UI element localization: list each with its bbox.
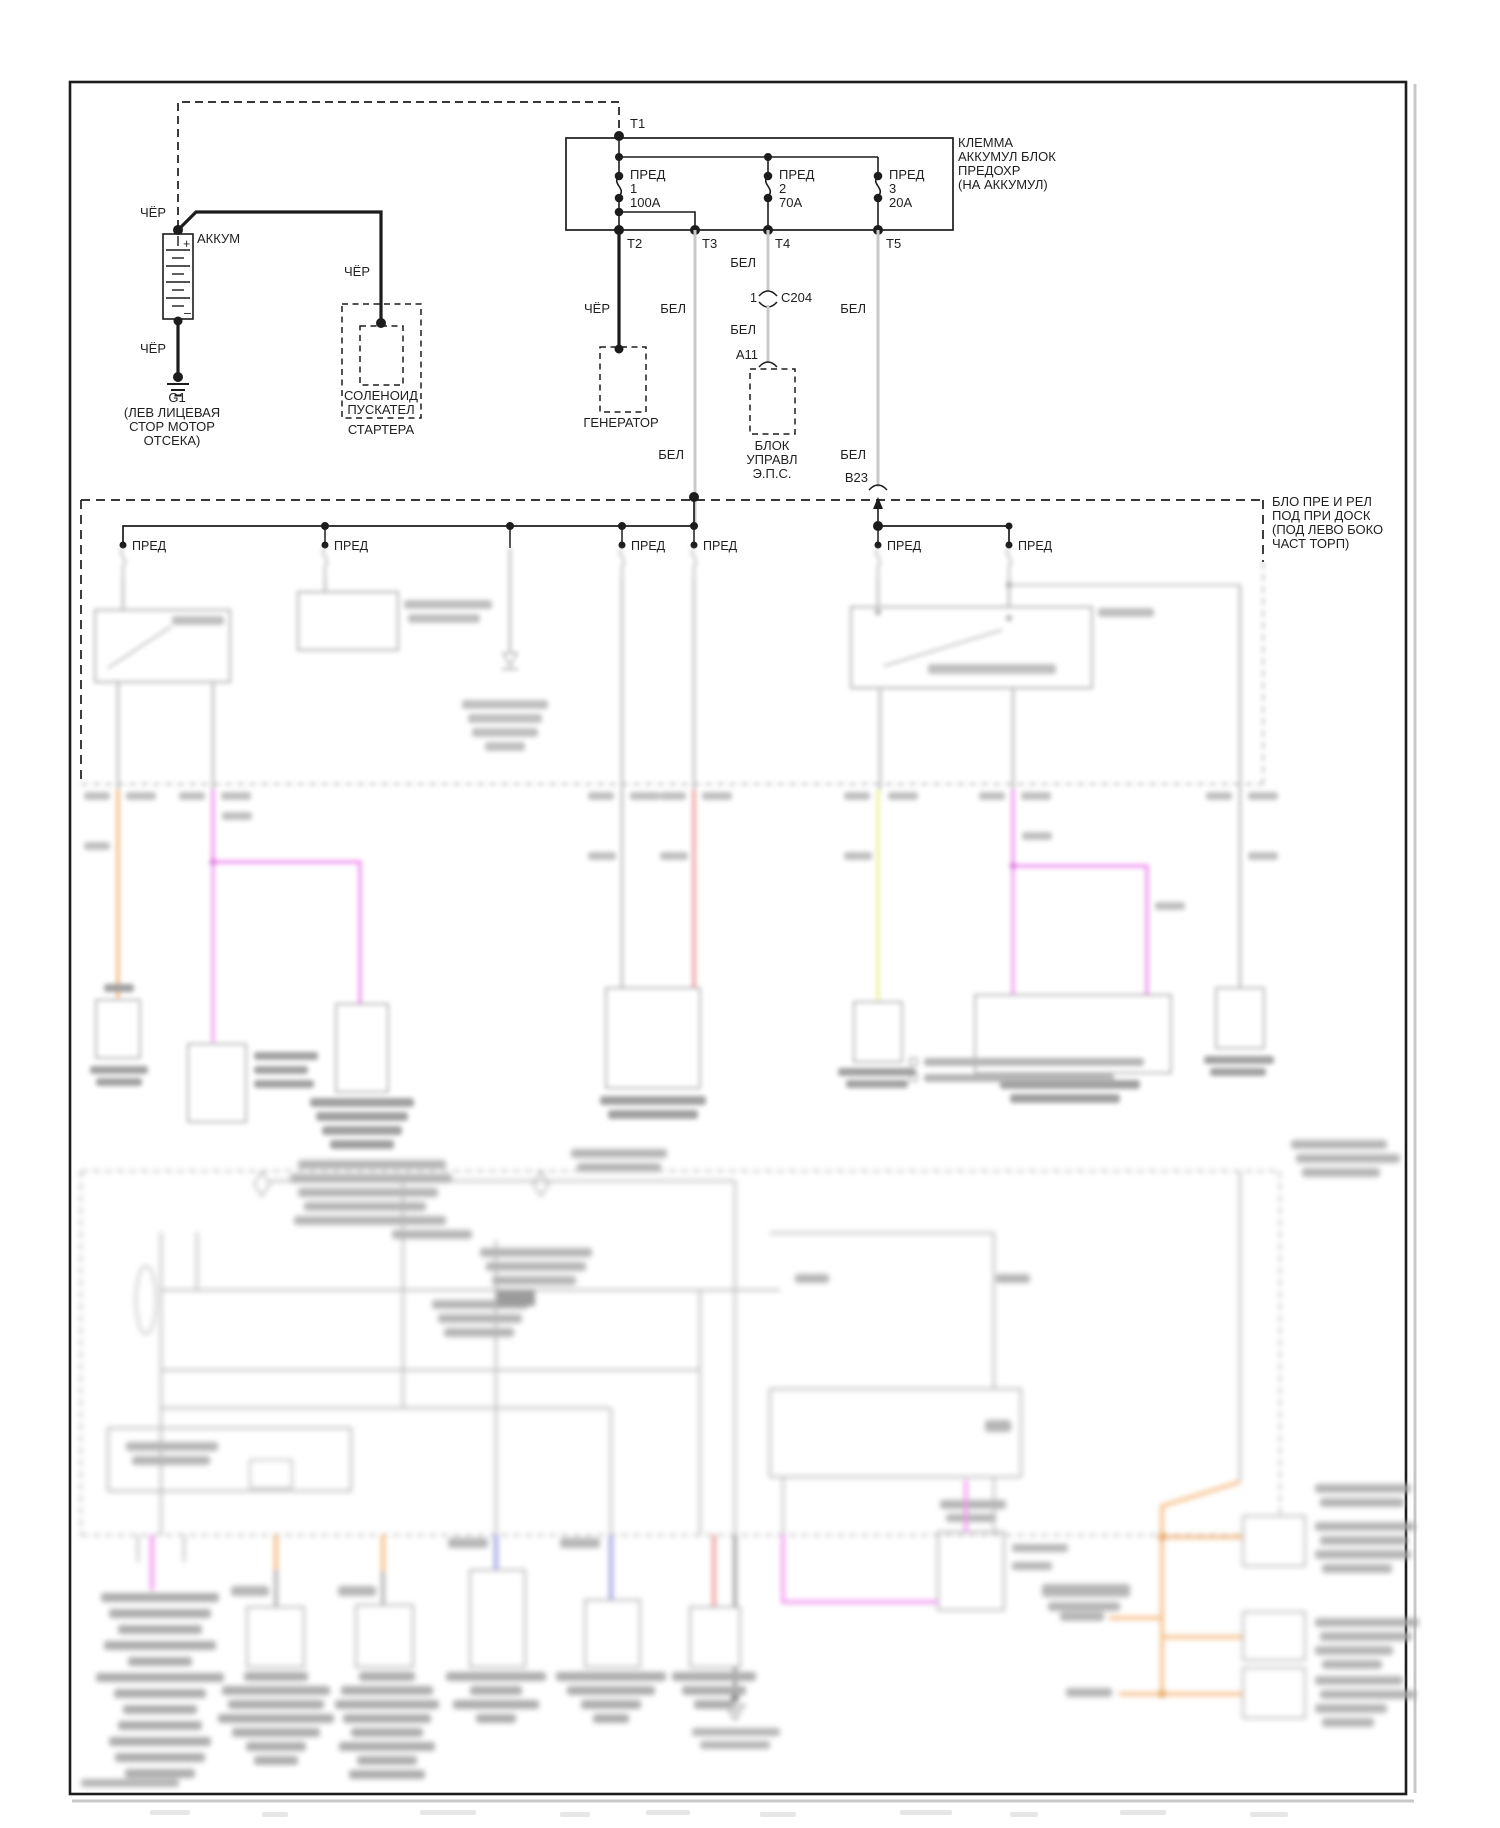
sharp-text-layer xyxy=(124,116,1383,553)
fuse-3-symbol xyxy=(875,157,882,230)
underdash-box-title: ЧАСТ ТОРП) xyxy=(1272,536,1350,551)
fuse-number: 3 xyxy=(889,181,897,196)
fuse-rating: 70A xyxy=(779,195,803,210)
wire-color-label: БЕЛ xyxy=(840,447,866,462)
fuse-number: 2 xyxy=(779,181,787,196)
fuse-label: ПРЕД xyxy=(1018,539,1053,553)
wire-color-label: БЕЛ xyxy=(658,447,684,462)
fuse-label: ПРЕД xyxy=(334,539,369,553)
wire-color-label: ЧЁР xyxy=(583,301,610,316)
terminal-label: T1 xyxy=(630,116,646,131)
fuse-rating: 20A xyxy=(889,195,913,210)
terminal-label: T3 xyxy=(702,236,718,251)
ecu-label: УПРАВЛ xyxy=(746,452,798,467)
fuse-label: ПРЕД xyxy=(631,539,666,553)
wire-magenta xyxy=(1013,790,1147,995)
fuse-label: ПРЕД xyxy=(887,539,922,553)
connector-a11-symbol xyxy=(759,362,777,367)
solenoid-label: СОЛЕНОИД xyxy=(344,388,418,403)
ecu-label: БЛОК xyxy=(754,438,790,453)
fuse-label: ПРЕД xyxy=(889,167,925,182)
underdash-box-title: (ПОД ЛЕВО БОКО xyxy=(1272,522,1384,537)
power-steering-ecu-box xyxy=(750,369,795,434)
fuse-rating: 100A xyxy=(630,195,661,210)
wire-color-label: ЧЁР xyxy=(139,341,166,356)
solenoid-label: СТАРТЕРА xyxy=(347,422,415,437)
ground-id-label: G1 xyxy=(168,390,186,405)
wire-color-label: БЕЛ xyxy=(730,322,756,337)
fuse-number: 1 xyxy=(630,181,638,196)
wire-color-label: БЕЛ xyxy=(660,301,686,316)
fuse-label: ПРЕД xyxy=(779,167,815,182)
ground-location-label: СТОР МОТОР xyxy=(129,419,215,434)
terminal-t1-dot xyxy=(615,132,624,141)
scan-artifacts xyxy=(150,1810,1288,1817)
connector-b23-symbol xyxy=(869,485,887,490)
wire-color-label: ЧЁР xyxy=(343,264,370,279)
underdash-box-title: БЛО ПРЕ И РЕЛ xyxy=(1272,494,1372,509)
connector-c204-symbol xyxy=(759,291,777,296)
ground-location-label: ОТСЕКА) xyxy=(143,433,201,448)
battery-label: АККУМ xyxy=(197,231,241,246)
terminal-label: T5 xyxy=(886,236,902,251)
fuse-block-title: (НА АККУМУЛ) xyxy=(958,177,1048,192)
junction-dot xyxy=(174,226,183,235)
fuse-2-symbol xyxy=(765,157,772,230)
connector-pin-label: 1 xyxy=(750,291,757,305)
underdash-box-title: ПОД ПРИ ДОСК xyxy=(1272,508,1371,523)
fuse-block-title: ПРЕДОХР xyxy=(958,163,1021,178)
terminal-label: T4 xyxy=(775,236,791,251)
relay-box xyxy=(851,607,1092,688)
connector-label: C204 xyxy=(781,290,813,305)
terminal-label: T2 xyxy=(627,236,643,251)
fuse-label: ПРЕД xyxy=(703,539,738,553)
blurred-bottom-section xyxy=(81,1140,1419,1787)
wire-magenta xyxy=(783,1535,938,1602)
solenoid-label: ПУСКАТЕЛ xyxy=(347,402,415,417)
generator-box xyxy=(600,347,646,412)
dashed-battery-route xyxy=(178,102,619,228)
junction-dot xyxy=(174,317,182,325)
fuse-label: ПРЕД xyxy=(132,539,167,553)
underdash-bus-left xyxy=(123,526,694,545)
connector-pin-label: B23 xyxy=(844,470,868,485)
fuse-block-title: АККУМУЛ БЛОК xyxy=(958,149,1056,164)
wire-magenta xyxy=(213,790,360,1004)
ground-location-label: (ЛЕВ ЛИЦЕВАЯ xyxy=(123,405,221,420)
wire-color-label: БЕЛ xyxy=(840,301,866,316)
wire-color-label: ЧЁР xyxy=(139,205,166,220)
battery-plus-sign: + xyxy=(183,237,191,251)
connector-b23-arrow xyxy=(873,497,883,509)
wire-color-label: БЕЛ xyxy=(730,255,756,270)
blurred-underdash-section xyxy=(81,548,1278,1149)
ecu-label: Э.П.С. xyxy=(752,466,792,481)
sharp-diagram-layer xyxy=(70,82,1415,1801)
underdash-fuse-box-outline xyxy=(81,500,1263,784)
relay-box xyxy=(298,592,398,650)
fuse-label: ПРЕД xyxy=(630,167,666,182)
generator-label: ГЕНЕРАТОР xyxy=(583,415,659,430)
fuse-block-title: КЛЕММА xyxy=(958,135,1014,150)
battery-minus-sign: – xyxy=(184,306,191,320)
connector-pin-label: A11 xyxy=(735,347,758,362)
